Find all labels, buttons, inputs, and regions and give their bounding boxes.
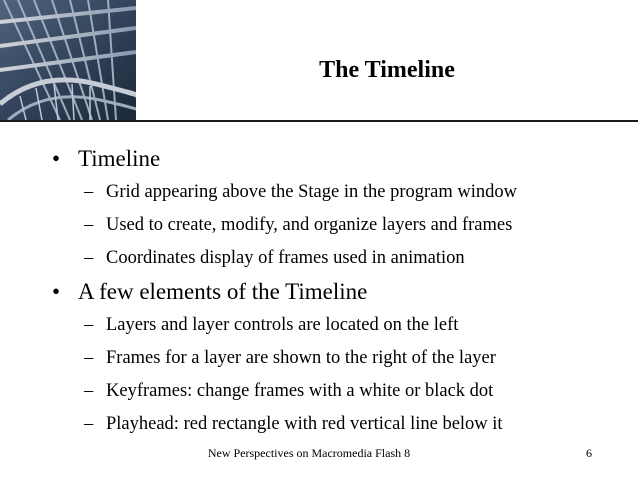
- header-rule: [0, 120, 638, 122]
- sub-bullet: [0, 209, 638, 242]
- corner-photo: [0, 0, 136, 120]
- bullet-elements-of-timeline: [0, 275, 638, 309]
- sub-bullet-text: Layers and layer controls are located on the left: [106, 315, 459, 335]
- sub-bullet-marker: –: [84, 348, 94, 368]
- architecture-photo-icon: [0, 0, 136, 120]
- slide-body: [0, 142, 638, 441]
- sub-bullet-marker: –: [84, 381, 94, 401]
- sub-bullet-text: Frames for a layer are shown to the right of the layer: [106, 348, 496, 368]
- sub-bullet: [0, 176, 638, 209]
- page-number: 6: [586, 446, 592, 460]
- sub-bullet: [0, 408, 638, 441]
- bullet-marker: •: [52, 146, 61, 171]
- sub-bullet: [0, 309, 638, 342]
- sub-bullet-text: Used to create, modify, and organize layers and frames: [106, 215, 513, 235]
- sub-bullet-text: Playhead: red rectangle with red vertical line below it: [106, 414, 503, 434]
- sub-bullet-marker: –: [84, 315, 94, 335]
- sub-bullet: [0, 242, 638, 275]
- footer-text: New Perspectives on Macromedia Flash 8: [207, 446, 411, 460]
- sub-bullet-marker: –: [84, 215, 94, 235]
- bullet-text: Timeline: [78, 146, 161, 171]
- sub-bullet: [0, 342, 638, 375]
- bullet-timeline: [0, 142, 638, 176]
- bullet-marker: •: [52, 279, 61, 304]
- slide-title: The Timeline: [319, 57, 455, 83]
- sub-bullet-marker: –: [84, 182, 94, 202]
- sub-bullet-marker: –: [84, 414, 94, 434]
- bullet-text: A few elements of the Timeline: [78, 279, 368, 304]
- sub-bullet-marker: –: [84, 248, 94, 268]
- sub-bullet-text: Keyframes: change frames with a white or black dot: [106, 381, 494, 401]
- sub-bullet: [0, 375, 638, 408]
- slide-footer: [0, 445, 638, 461]
- sub-bullet-text: Coordinates display of frames used in animation: [106, 248, 465, 268]
- sub-bullet-text: Grid appearing above the Stage in the program window: [106, 182, 517, 202]
